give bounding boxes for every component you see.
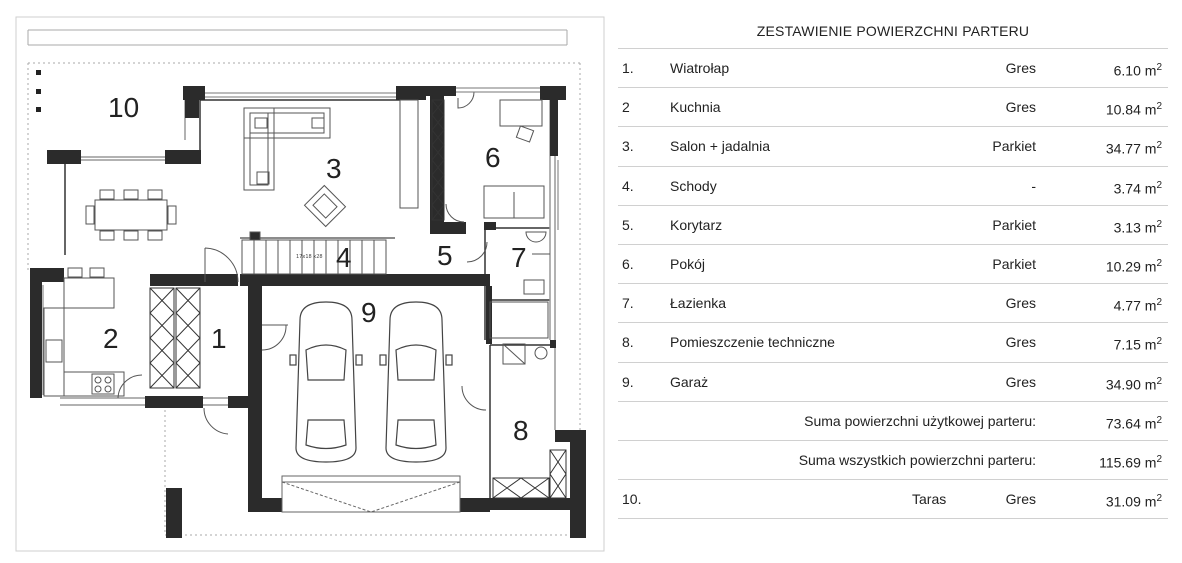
room-label-5: 5	[437, 240, 453, 271]
room-label-1: 1	[211, 323, 227, 354]
floor-material: Gres	[1005, 99, 1036, 116]
car-left	[290, 302, 362, 462]
room-name: Salon + jadalnia	[670, 138, 771, 155]
room-name: Korytarz	[670, 216, 723, 233]
room-area: 4.77 $m^2$	[1113, 297, 1162, 314]
room-label-8: 8	[513, 415, 529, 446]
sum-all-area: 115.69 $m^2$	[1099, 453, 1162, 471]
stair-note: 17x18 x28	[296, 254, 323, 260]
room-label-10: 10	[108, 92, 140, 123]
windows	[43, 88, 558, 395]
table-row	[618, 244, 1168, 283]
room-name: Wiatrołap	[670, 60, 730, 76]
room-label-4: 4	[336, 242, 352, 273]
sum-usable-label: Suma powierzchni użytkowej parteru:	[804, 412, 1036, 429]
sum-all-row	[618, 440, 1168, 479]
partition-walls	[60, 95, 555, 500]
table-row	[618, 48, 1168, 87]
table-row	[618, 166, 1168, 205]
floor-material: Parkiet	[992, 255, 1036, 272]
table-row	[618, 205, 1168, 244]
room-name: Kuchnia	[670, 99, 721, 116]
room-label-2: 2	[103, 323, 119, 354]
row-number: 6.	[622, 255, 634, 272]
table-row	[618, 87, 1168, 126]
room-label-6: 6	[485, 142, 501, 173]
armchair	[304, 185, 345, 226]
room-labels	[103, 92, 529, 446]
room6-furniture	[400, 100, 544, 218]
room-name: Schody	[670, 177, 717, 194]
table-row	[618, 126, 1168, 165]
room-area: 34.90 $m^2$	[1105, 375, 1162, 393]
room-area: 34.77 $m^2$	[1105, 140, 1162, 158]
car-right	[380, 302, 452, 462]
table-title: ZESTAWIENIE POWIERZCHNI PARTERU	[756, 23, 1030, 39]
row-number: 1.	[622, 60, 634, 76]
sum-usable-row	[618, 401, 1168, 440]
room-name: Pomieszczenie techniczne	[670, 334, 835, 351]
room-label-9: 9	[361, 297, 377, 328]
room-label-3: 3	[326, 153, 342, 184]
room-name: Garaż	[670, 373, 709, 390]
row-number: 3.	[622, 138, 634, 155]
row-number: 8.	[622, 334, 634, 351]
floor-material: Parkiet	[992, 216, 1036, 233]
floor-material: Gres	[1005, 334, 1036, 351]
floor-material: -	[1031, 177, 1036, 194]
row-number: 7.	[622, 295, 634, 312]
room-name: Pokój	[670, 255, 706, 272]
wardrobes	[150, 100, 566, 498]
room-area: 7.15 $m^2$	[1113, 336, 1162, 353]
room-area: 31.09 $m^2$	[1105, 493, 1162, 510]
terrace-row	[618, 479, 1168, 519]
row-number: 10.	[622, 491, 642, 508]
table-row	[618, 362, 1168, 401]
row-number: 5.	[622, 216, 634, 233]
garage-door	[282, 476, 460, 512]
floor-material: Gres	[1005, 373, 1036, 390]
row-number: 2	[622, 99, 630, 116]
room-area: 3.74 $m^2$	[1113, 179, 1162, 197]
sum-all-label: Suma wszystkich powierzchni parteru:	[798, 451, 1036, 468]
room-name: Łazienka	[670, 295, 727, 312]
terrace-posts	[36, 70, 41, 112]
room-area: 6.10 $m^2$	[1113, 62, 1162, 79]
floor-material: Parkiet	[992, 138, 1036, 155]
table-row	[618, 283, 1168, 322]
room-name: Taras	[912, 491, 947, 508]
area-table	[618, 0, 1168, 519]
row-number: 9.	[622, 373, 634, 390]
row-number: 4.	[622, 177, 634, 194]
floor-material: Gres	[1005, 295, 1036, 312]
floor-material: Gres	[1005, 491, 1036, 508]
load-bearing-walls	[30, 86, 586, 538]
sum-usable-area: 73.64 $m^2$	[1105, 414, 1162, 432]
room-area: 10.84 $m^2$	[1105, 101, 1162, 118]
room-area: 3.13 $m^2$	[1113, 218, 1162, 236]
sofa	[244, 108, 330, 190]
table-row	[618, 322, 1168, 361]
dining-table	[86, 190, 176, 240]
floor-material: Gres	[1005, 60, 1036, 76]
room-area: 10.29 $m^2$	[1105, 257, 1162, 275]
room-label-7: 7	[511, 242, 527, 273]
technical-equipment	[503, 344, 547, 364]
